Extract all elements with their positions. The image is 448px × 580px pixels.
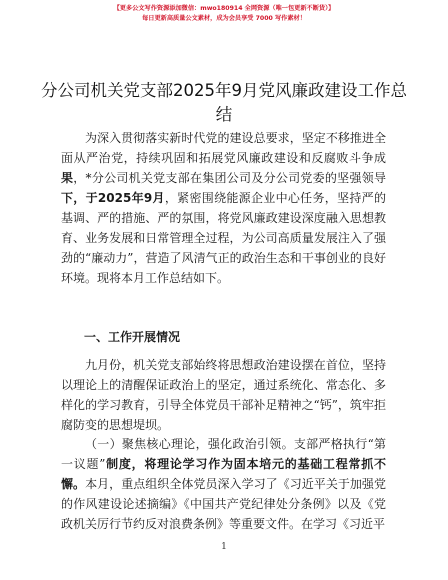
promo-banner-line2: 每日更新高质量公文素材，成为会员享受 7000 写作素材！ <box>142 15 306 22</box>
promo-banner <box>0 4 448 24</box>
subsection-text-3: 本月，重点组织全体党员深入学习了《习近平关于加强党的作风建设论述摘编》《中国共产党纪律处分条例》以及《党政机关厉行节约反对浪费条例》等重要文件。在学习《习近平 <box>61 477 386 531</box>
subsection-paragraph <box>61 434 386 534</box>
intro-text-3: ，*分公司机关党支部在集团公司及分公司党委的坚强领导 <box>73 171 386 185</box>
intro-text-5: ，紧密围绕能源企业中心任务，坚持严的基调、严的措施、严的氛围，将党风廉政建设深度融入思想教育、业务发展和日常管理全过程，为公司高质量发展注入了强劲的“廉动力”，营造了风清气正的政治生态和干事创业的良好环境。现将本月工作总结如下。 <box>61 191 386 285</box>
intro-text-2: 果 <box>61 171 74 185</box>
intro-text-4: 下，于2025年9月 <box>61 191 165 205</box>
section-paragraph: 九月份，机关党支部始终将思想政治建设摆在首位，坚持以理论上的清醒保证政治上的坚定，通过系统化、常态化、多样化的学习教育，引导全体党员干部补足精神之“钙”，筑牢拒腐防变的思想堤坝。 <box>61 358 386 432</box>
intro-paragraph <box>61 128 386 288</box>
subsection-text-1: （一）聚焦核心理论，强化政治引领。支部严格执行“第一议题” <box>61 437 386 471</box>
section-heading: 一、工作开展情况 <box>84 330 181 344</box>
subsection-text-2: 制度，将理论学习作为固本培元的基础工程常抓不懈。 <box>61 457 386 491</box>
document-title: 分公司机关党支部2025年9月党风廉政建设工作总结 <box>41 81 407 124</box>
intro-text-1: 为深入贯彻落实新时代党的建设总要求，坚定不移推进全面从严治党，持续巩固和拓展党风廉政建设和反腐败斗争成 <box>61 131 386 165</box>
promo-banner-line1: 【更多公文写作资源添加微信：mwo180914 全网资源（唯一包更新不断货）】 <box>113 5 335 12</box>
page-number: 1 <box>221 542 227 552</box>
